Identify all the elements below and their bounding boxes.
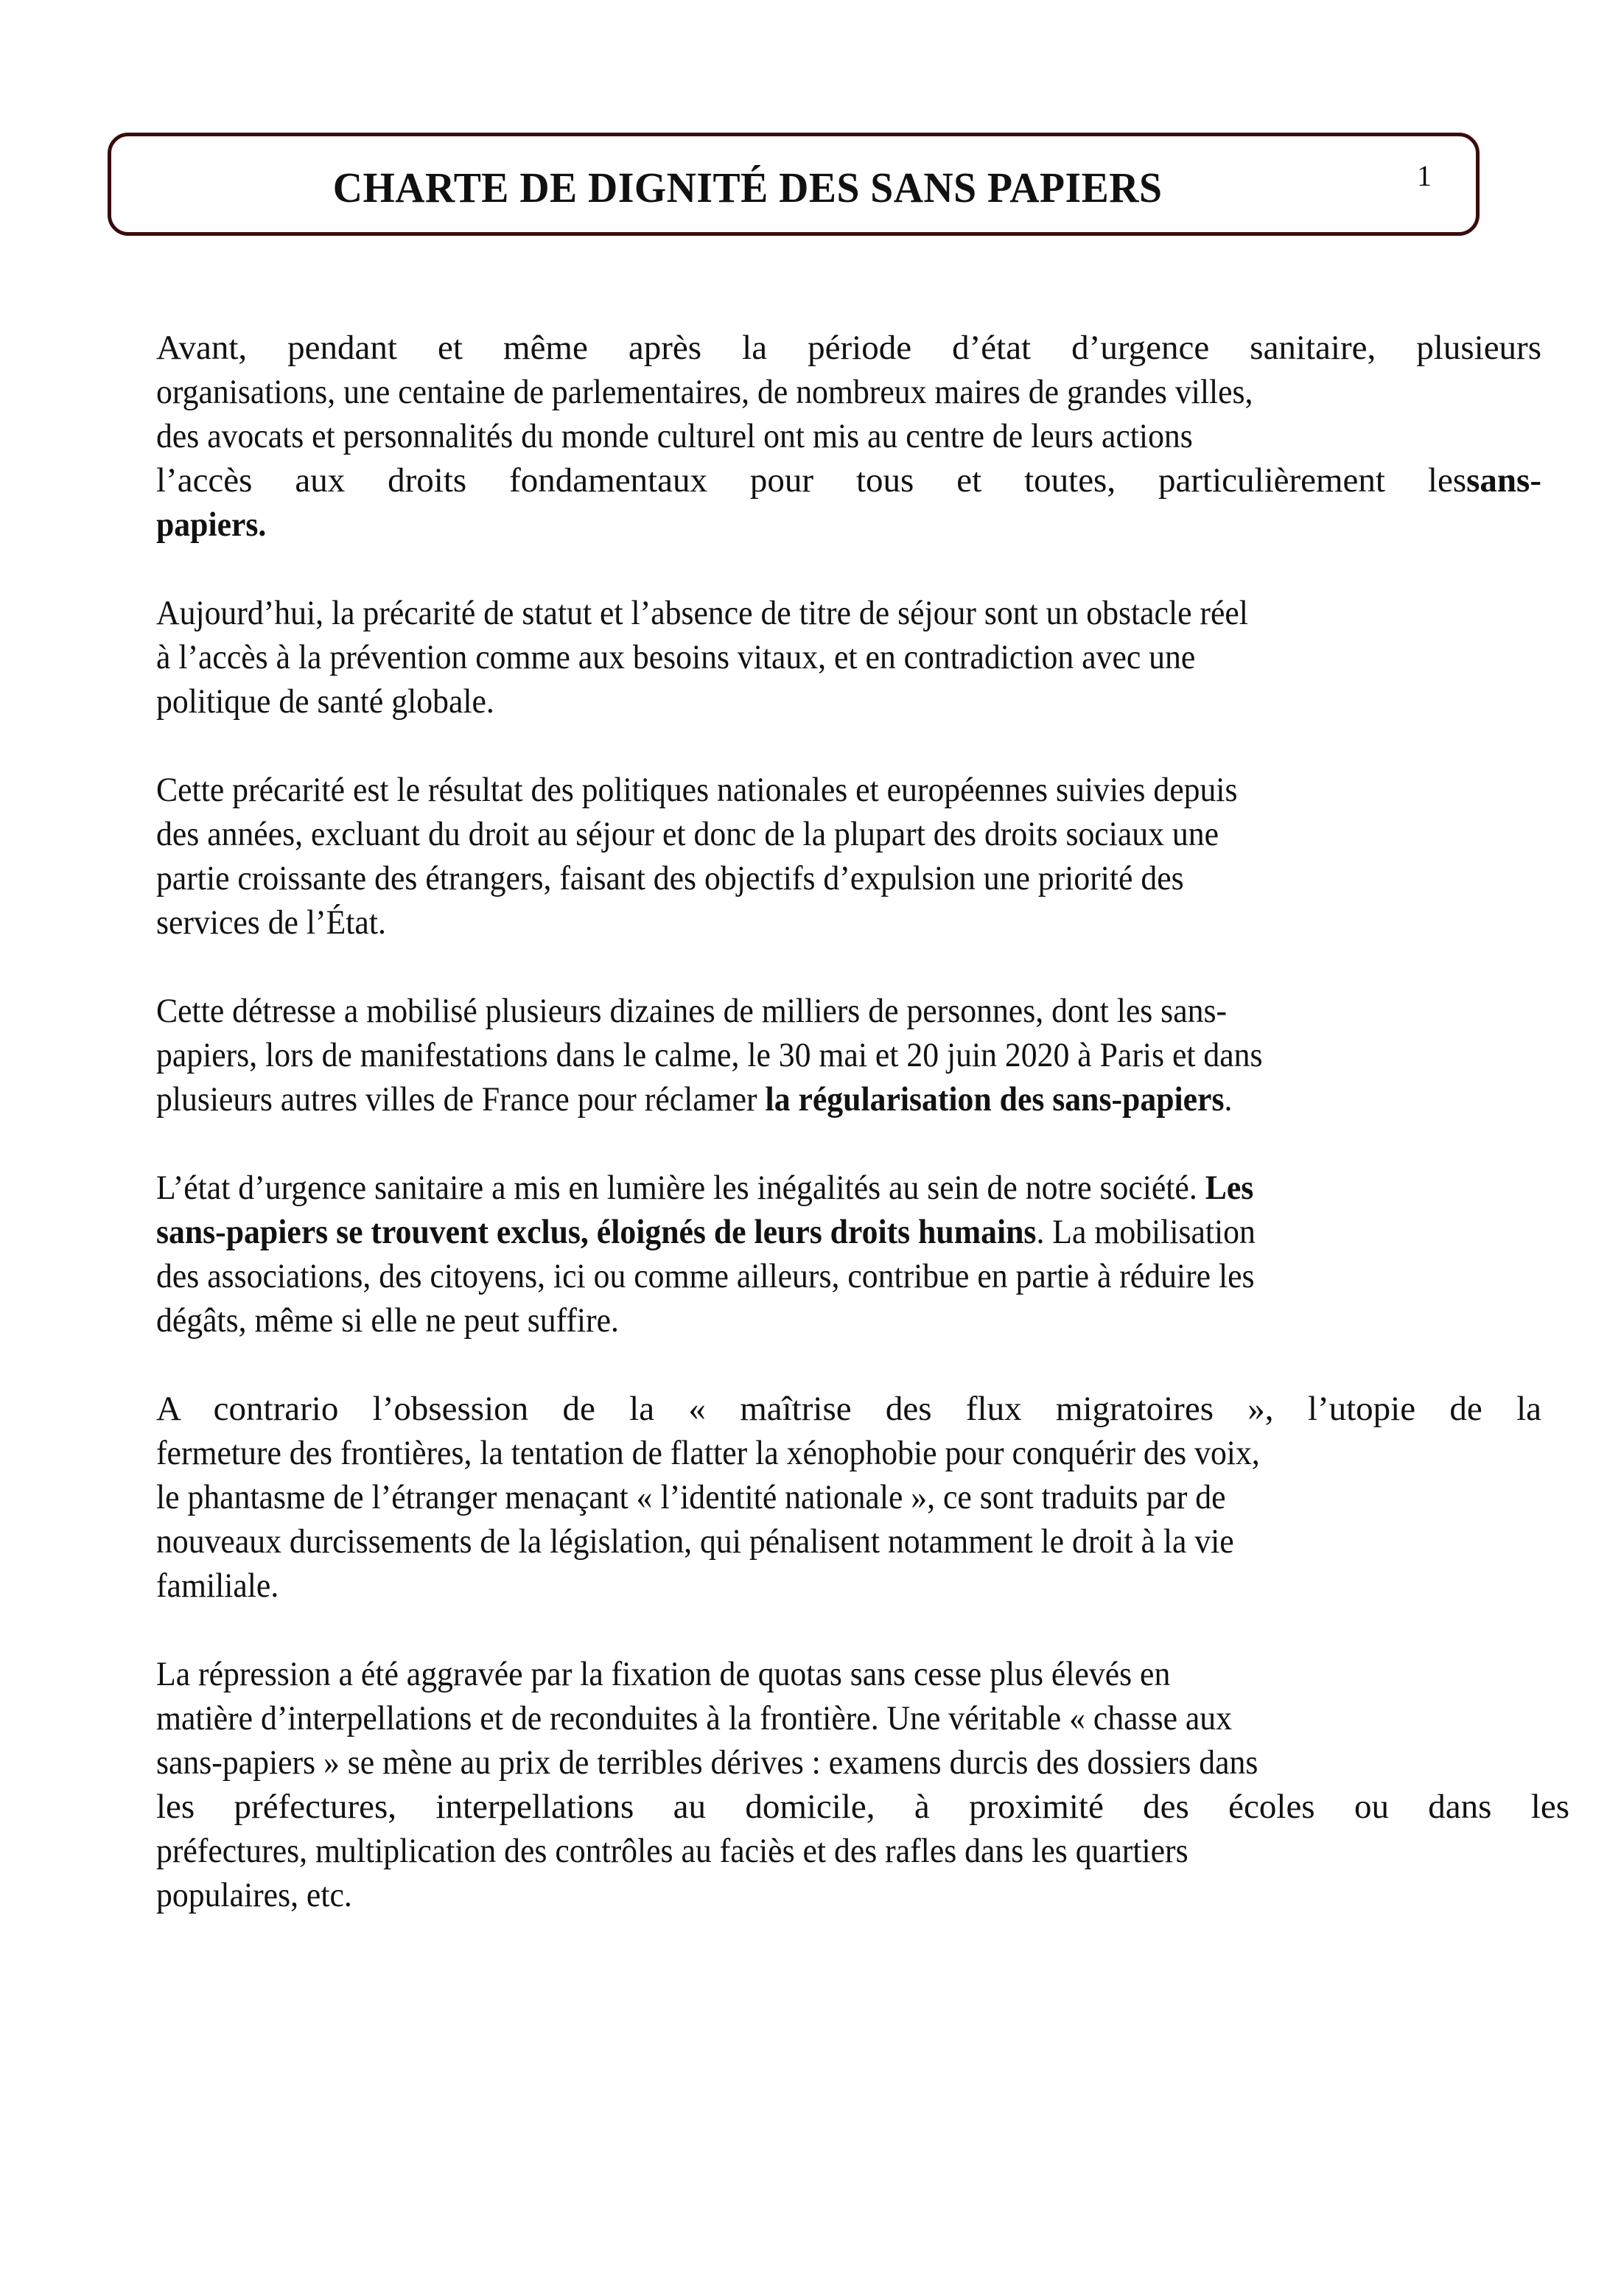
text-line: [156, 1873, 1472, 1917]
text-line: [156, 1387, 1541, 1431]
line-text: fermeture des frontières, la tentation de flatter la xénophobie pour conquérir des voix,: [156, 1434, 1260, 1472]
paragraph: [156, 1387, 1571, 1608]
text-line: [156, 635, 1472, 679]
line-text: matière d’interpellations et de reconduites à la frontière. Une véritable « chasse aux: [156, 1699, 1233, 1737]
text-line: [156, 1254, 1472, 1298]
line-text: populaires, etc.: [156, 1876, 352, 1914]
text-line: [156, 768, 1472, 812]
emphasized-text: papiers.: [156, 505, 267, 544]
text-line: [156, 1166, 1472, 1210]
document-body: [156, 326, 1571, 1961]
line-text: services de l’État.: [156, 903, 386, 942]
text-line: [156, 414, 1472, 458]
emphasized-text: sans-: [1466, 461, 1541, 500]
paragraph: [156, 326, 1571, 547]
line-text: les préfectures, interpellations au domicile, à proximité des écoles ou dans les: [156, 1788, 1569, 1826]
page-number: 1: [1417, 159, 1432, 192]
line-text: à l’accès à la prévention comme aux besoins vitaux, et en contradiction avec une: [156, 638, 1196, 676]
line-text: le phantasme de l’étranger menaçant « l’identité nationale », ce sont traduits par de: [156, 1478, 1226, 1516]
title-box: [108, 133, 1480, 236]
paragraph: [156, 1652, 1571, 1917]
text-line: [156, 1652, 1472, 1696]
line-text: l’accès aux droits fondamentaux pour tous et toutes, particulièrement les: [156, 461, 1467, 500]
line-text: familiale.: [156, 1567, 279, 1605]
text-line: [156, 812, 1472, 856]
line-text: La répression a été aggravée par la fixation de quotas sans cesse plus élevés en: [156, 1655, 1171, 1693]
line-text: .: [1224, 1080, 1233, 1119]
text-line: [156, 503, 1472, 547]
text-line: [156, 989, 1472, 1033]
line-text: dégâts, même si elle ne peut suffire.: [156, 1301, 619, 1340]
text-line: [156, 900, 1472, 945]
line-text: papiers, lors de manifestations dans le calme, le 30 mai et 20 juin 2020 à Paris et dans: [156, 1036, 1263, 1074]
line-text: Avant, pendant et même après la période d’état d’urgence sanitaire, plusieurs: [156, 329, 1541, 367]
paragraph: [156, 591, 1571, 724]
text-line: [156, 1564, 1472, 1608]
line-text: Aujourd’hui, la précarité de statut et l’absence de titre de séjour sont un obstacle réel: [156, 594, 1248, 632]
paragraph: [156, 768, 1571, 945]
line-text: organisations, une centaine de parlementaires, de nombreux maires de grandes villes,: [156, 373, 1253, 411]
line-text: des associations, des citoyens, ici ou comme ailleurs, contribue en partie à réduire les: [156, 1257, 1255, 1295]
line-text: politique de santé globale.: [156, 682, 494, 721]
line-text: nouveaux durcissements de la législation, qui pénalisent notamment le droit à la vie: [156, 1522, 1234, 1561]
text-line: [156, 1829, 1472, 1873]
line-text: Cette précarité est le résultat des politiques nationales et européennes suivies depuis: [156, 771, 1238, 809]
line-text: préfectures, multiplication des contrôles au faciès et des rafles dans les quartiers: [156, 1832, 1188, 1870]
text-line: [156, 1431, 1472, 1475]
paragraph: [156, 989, 1571, 1121]
text-line: [156, 326, 1541, 370]
line-text: L’état d’urgence sanitaire a mis en lumière les inégalités au sein de notre société.: [156, 1169, 1205, 1207]
paragraph: [156, 1166, 1571, 1343]
line-text: . La mobilisation: [1036, 1213, 1256, 1251]
text-line: [156, 1298, 1472, 1343]
line-text: partie croissante des étrangers, faisant des objectifs d’expulsion une priorité des: [156, 859, 1184, 897]
text-line: [156, 856, 1472, 900]
document-title: CHARTE DE DIGNITÉ DES SANS PAPIERS: [332, 164, 1163, 211]
line-text: sans-papiers » se mène au prix de terribles dérives : examens durcis des dossiers dans: [156, 1743, 1258, 1782]
text-line: [156, 591, 1472, 635]
emphasized-text: sans-papiers se trouvent exclus, éloignés de leurs droits humains: [156, 1213, 1037, 1251]
text-line: [156, 370, 1472, 414]
text-line: [156, 1077, 1472, 1121]
text-line: [156, 1475, 1472, 1519]
text-line: [156, 1740, 1472, 1785]
line-text: Cette détresse a mobilisé plusieurs dizaines de milliers de personnes, dont les sans-: [156, 992, 1228, 1030]
emphasized-text: Les: [1205, 1169, 1254, 1207]
text-line: [156, 1210, 1472, 1254]
text-line: [156, 1033, 1472, 1077]
text-line: [156, 1519, 1472, 1564]
text-line: [156, 679, 1472, 724]
text-line: [156, 1696, 1472, 1740]
line-text: des avocats et personnalités du monde culturel ont mis au centre de leurs actions: [156, 417, 1193, 455]
line-text: plusieurs autres villes de France pour réclamer: [156, 1080, 766, 1119]
line-text: A contrario l’obsession de la « maîtrise des flux migratoires », l’utopie de la: [156, 1390, 1541, 1428]
line-text: des années, excluant du droit au séjour et donc de la plupart des droits sociaux une: [156, 815, 1219, 853]
text-line: [156, 1785, 1569, 1829]
emphasized-text: la régularisation des sans-papiers: [765, 1080, 1225, 1119]
text-line: [156, 458, 1541, 503]
